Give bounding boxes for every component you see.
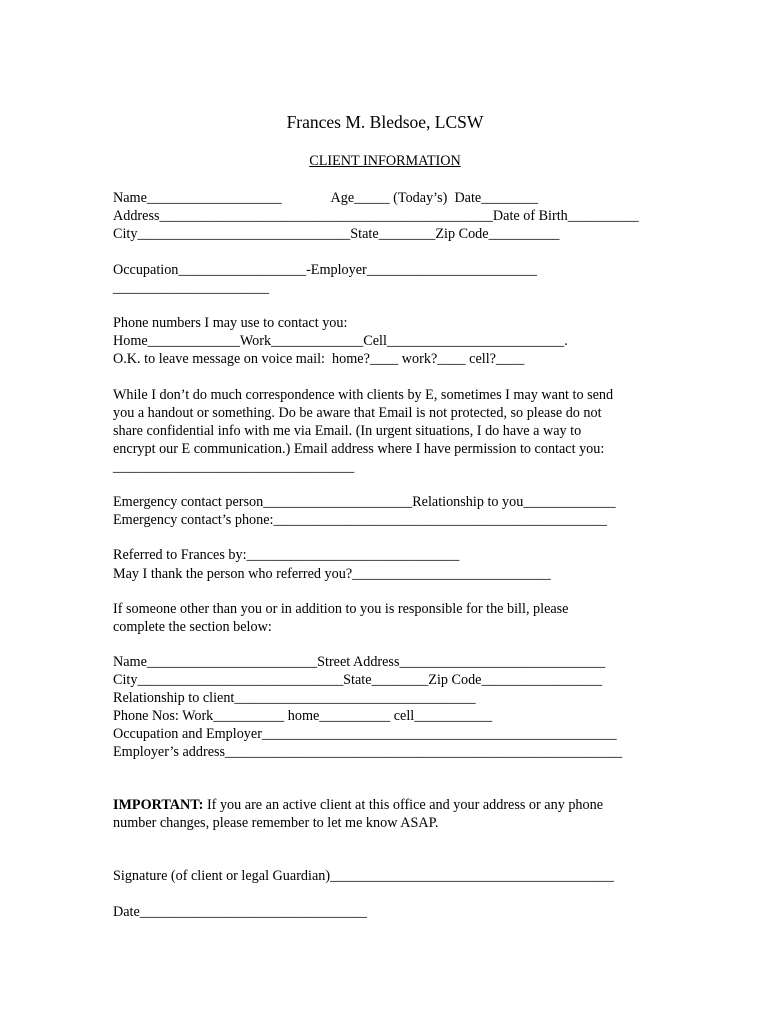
city-state-zip-line: City______________________________State________Zip Code__________ — [113, 226, 560, 242]
phone-intro: Phone numbers I may use to contact you: — [113, 315, 348, 331]
referred-by-line: Referred to Frances by:______________________________ — [113, 547, 460, 563]
billing-name-address-line: Name________________________Street Address_____________________________ — [113, 654, 606, 670]
important-notice-line-1 — [113, 796, 603, 814]
signature-line: Signature (of client or legal Guardian)________________________________________ — [113, 868, 614, 884]
email-paragraph-line-3: share confidential info with me via Email. (In urgent situations, I do have a way to — [113, 423, 582, 439]
occupation-employer-line: Occupation__________________-Employer________________________ — [113, 262, 538, 278]
billing-intro-line-2: complete the section below: — [113, 619, 272, 635]
page-title: Frances M. Bledsoe, LCSW — [286, 112, 484, 132]
important-notice-line-2: number changes, please remember to let me know ASAP. — [113, 815, 439, 831]
email-paragraph-line-4: encrypt our E communication.) Email address where I have permission to contact you: — [113, 441, 605, 457]
billing-employer-address-line: Employer’s address________________________________________________________ — [113, 744, 623, 760]
billing-phones-line: Phone Nos: Work__________ home__________ cell___________ — [113, 708, 493, 724]
billing-occupation-line: Occupation and Employer__________________________________________________ — [113, 726, 617, 742]
email-paragraph-line-1: While I don’t do much correspondence with clients by E, sometimes I may want to send — [113, 387, 614, 403]
emergency-contact-line: Emergency contact person_____________________Relationship to you_____________ — [113, 494, 616, 510]
address-birthdate-line: Address_______________________________________________Date of Birth__________ — [113, 208, 639, 224]
billing-relationship-line: Relationship to client__________________________________ — [113, 690, 476, 706]
name-age-date-line: Name___________________ Age_____ (Today’s) Date________ — [113, 190, 538, 206]
phone-numbers-line: Home_____________Work_____________Cell_________________________. — [113, 333, 568, 349]
billing-city-state-zip-line: City_____________________________State________Zip Code_________________ — [113, 672, 603, 688]
form-heading: CLIENT INFORMATION — [309, 153, 461, 169]
occupation-continuation-line: ______________________ — [113, 280, 270, 296]
emergency-phone-line: Emergency contact’s phone:_______________________________________________ — [113, 512, 607, 528]
email-address-line: __________________________________ — [113, 459, 355, 475]
important-label: IMPORTANT: — [113, 797, 204, 813]
voicemail-permission-line: O.K. to leave message on voice mail: home?____ work?____ cell?____ — [113, 351, 525, 367]
date-line: Date________________________________ — [113, 904, 367, 920]
referral-thanks-line: May I thank the person who referred you?____________________________ — [113, 566, 551, 582]
important-text: If you are an active client at this office and your address or any phone — [203, 797, 604, 813]
email-paragraph-line-2: you a handout or something. Do be aware that Email is not protected, so please do not — [113, 405, 602, 421]
billing-intro-line-1: If someone other than you or in addition to you is responsible for the bill, please — [113, 601, 569, 617]
